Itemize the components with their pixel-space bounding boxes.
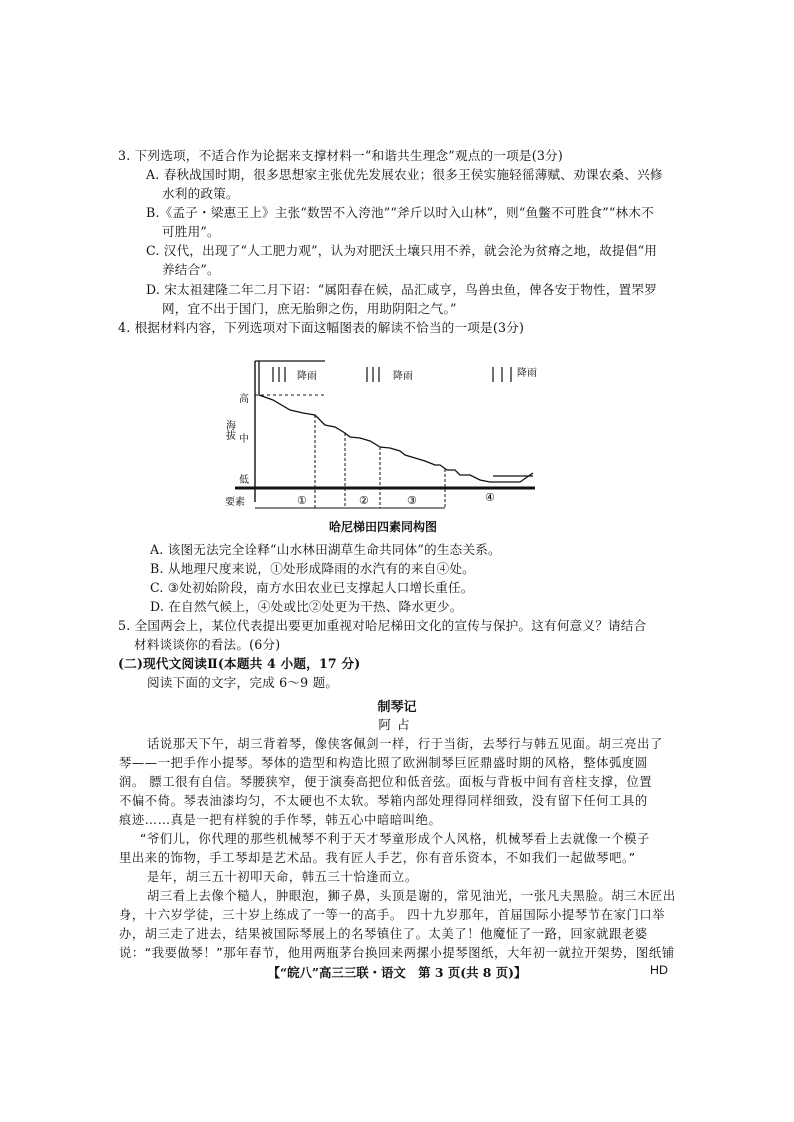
q4-option-d: D. 在自然气候上，④处或比②处更为干热、降水更少。 (150, 599, 463, 614)
q5-stem-cont: 材料谈谈你的看法。(6分) (134, 637, 281, 652)
article-title: 制琴记 (377, 700, 417, 715)
article-line: 痕迹……真是一把有样貌的手作琴，韩五心中暗暗叫绝。 (119, 813, 442, 827)
q3-option-b: B.《孟子・梁惠王上》主张“数罟不入洿池”“斧斤以时入山林”，则“鱼鳖不可胜食”“林木不 (146, 205, 654, 220)
q4-option-b: B. 从地理尺度来说，①处形成降雨的水汽有的来自④处。 (150, 561, 475, 576)
terrace-diagram (215, 355, 551, 535)
zone-4: ④ (485, 491, 495, 504)
page-footer: 【“皖八”高三三联・语文 第 3 页(共 8 页)】 (267, 965, 527, 980)
rain-label-1: 降雨 (297, 371, 317, 382)
q4-option-a: A. 该图无法完全诠释“山水林田湖草生命共同体”的生态关系。 (150, 542, 501, 557)
element-label: 要素 (225, 497, 245, 508)
q3-option-a-cont: 水利的政策。 (162, 186, 239, 201)
section-instruction: 阅读下面的文字，完成 6～9 题。 (147, 675, 339, 690)
zone-1: ① (297, 494, 307, 507)
zone-3: ③ (407, 494, 417, 507)
level-high: 高 (239, 394, 249, 405)
article-line: 不偏不倚。琴表油漆均匀，不太硬也不太软。琴箱内部处理得同样细致，没有留下任何工具的 (119, 794, 648, 808)
q3-option-c: C. 汉代，出现了“人工肥力观”，认为对肥沃土壤只用不养，就会沦为贫瘠之地，故提倡“用 (146, 243, 658, 258)
article-line: 里出来的饰物，手工琴却是艺术品。我有匠人手艺，你有音乐资本，不如我们一起做琴吧。” (119, 851, 636, 865)
rain-arrows-2 (367, 367, 379, 382)
q3-option-c-cont: 养结合”。 (162, 262, 220, 277)
rain-label-2: 降雨 (393, 371, 413, 382)
q3-option-a: A. 春秋战国时期，很多思想家主张优先发展农业；很多王侯实施轻徭薄赋、劝课农桑、兴修 (146, 167, 663, 182)
q3-stem: 3. 下列选项，不适合作为论据来支撑材料一“和谐共生理念”观点的一项是(3分) (118, 148, 563, 163)
q3-option-b-cont: 可胜用”。 (162, 224, 220, 239)
q5-stem: 5. 全国两会上，某位代表提出要更加重视对哈尼梯田文化的宣传与保护。这有何意义？请结合 (118, 618, 647, 633)
rain-arrows-1 (273, 367, 285, 382)
article-line: 胡三看上去像个糙人，肿眼泡，狮子鼻，头顶是谢的，常见油光，一张凡夫黑脸。胡三木匠出 (147, 889, 676, 903)
article-line: 润。 膘工很有自信。琴腰狭窄，便于演奏高把位和低音弦。面板与背板中间有音柱支撑，位置 (119, 775, 653, 789)
level-mid: 中 (239, 434, 249, 445)
rain-arrows-3 (493, 367, 511, 382)
article-line: “爷们儿，你代理的那些机械琴不利于天才琴童形成个人风格，机械琴看上去就像一个模子 (140, 832, 650, 846)
q4-option-c: C. ③处初始阶段，南方水田农业已支撑起人口增长重任。 (150, 580, 474, 595)
q3-option-d-cont: 网，宜不出于国门，庶无胎卵之伤，用助阴阳之气。” (162, 301, 457, 316)
level-low: 低 (239, 475, 249, 486)
article-author: 阿占 (378, 717, 416, 732)
section-header: (二)现代文阅读Ⅱ(本题共 4 小题，17 分) (118, 656, 361, 671)
rain-label-3: 降雨 (517, 368, 537, 379)
footer-code: HD (650, 963, 668, 977)
article-line: 话说那天下午，胡三背着琴，像侠客佩剑一样，行于当街，去琴行与韩五见面。胡三亮出了 (147, 737, 663, 751)
article-line: 办，胡三走了进去，结果被国际琴展上的名琴镇住了。太美了！他魔怔了一路，回家就跟老婆 (119, 927, 648, 941)
article-line: 身，十六岁学徒，三十岁上练成了一等一的高手。 四十九岁那年，首届国际小提琴节在家门口举 (119, 908, 666, 922)
article-line: 是年，胡三五十初叩天命，韩五三十恰逢而立。 (147, 870, 418, 884)
article-line: 琴——一把手作小提琴。琴体的造型和构造比照了欧洲制琴巨匠鼎盛时期的风格，整体弧度圆 (119, 756, 648, 770)
diagram-caption: 哈尼梯田四素同构图 (328, 520, 437, 534)
article-line: 说：“我要做琴！”那年春节，他用两瓶茅台换回来两摞小提琴图纸，大年初一就拉开架势，图纸铺 (119, 946, 675, 960)
q3-option-d: D. 宋太祖建隆二年二月下诏：“属阳春在候，品汇咸亨，鸟兽虫鱼，俾各安于物性，置罘罗 (146, 282, 658, 297)
axis-label-elevation: 海拔 (223, 420, 235, 440)
q4-stem: 4. 根据材料内容，下列选项对下面这幅图表的解读不恰当的一项是(3分) (118, 320, 525, 335)
zone-2: ② (359, 494, 369, 507)
